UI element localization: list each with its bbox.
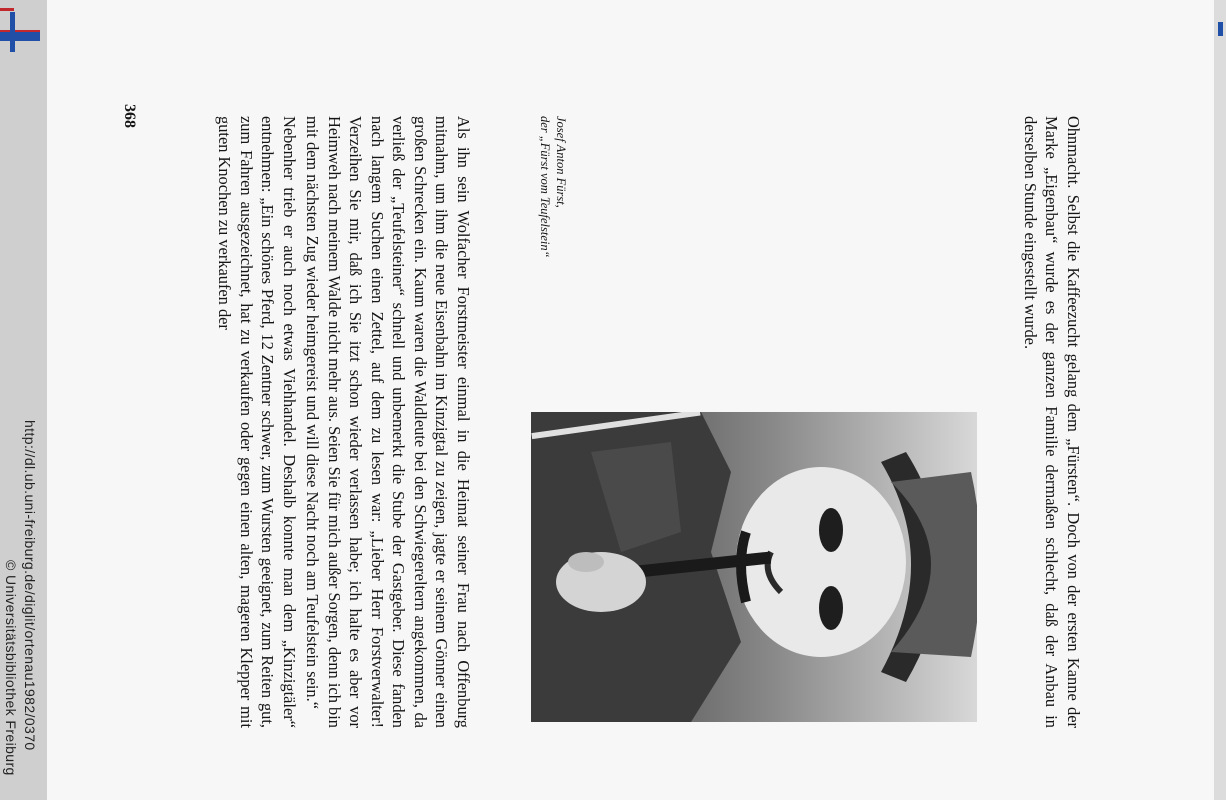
right-margin — [1214, 0, 1226, 800]
scanned-page — [47, 0, 1214, 800]
top-paragraph: Ohnmacht. Selbst die Kaffeezucht gelang dem „Fürsten“. Doch von der ersten Kanne der Marke „Eigenbau“ wurde es der ganzen Familie dermaßen schlecht, daß der Anbau in derselben Stunde eingestellt wurde. — [1021, 116, 1083, 728]
paragraph-1: Als ihn sein Wolfacher Forstmeister einmal in die Heimat seiner Frau nach Offenburg mitnahm, um ihm die neue Eisenbahn im Kinzigtal zu zeigen, jagte er seinem Gönner einen großen Schrecken ein. Kaum waren die Waldleute bei den Schwiegereltern angekommen, da verließ der „Teufelsteiner“ schnell und unbemerkt die Stube der Gastgeber. Diese fanden nach langem Suchen einen Zettel, auf dem zu lesen war: „Lieber Herr Forstverwalter! Verzeihen Sie mir, daß ich Sie itzt schon wieder verlassen habe; ich halte es aber vor Heimweh nach meinem Walde nicht mehr aus. Seien Sie für mich außer Sorgen, denn ich bin mit dem nächsten Zug wieder heimgereist und will diese Nacht noch am Teufelstein sein.“ — [303, 116, 473, 728]
top-text-block — [1020, 116, 1085, 728]
source-url[interactable]: http://dl.ub.uni-freiburg.de/diglit/ortenau1982/0370 — [22, 420, 38, 751]
portrait-photo — [531, 412, 977, 722]
caption-line-2: der „Fürst vom Teufelstein“ — [538, 116, 553, 258]
paragraph-2: Nebenher trieb er auch noch etwas Viehhandel. Deshalb konnte man dem „Kinzigtäler“ entnehmen: „Ein schönes Pferd, 12 Zentner schwer, zum Wursten geeignet, zum Reiten gut, zum Fahren ausgezeichnet, hat zu verkaufen oder gegen einen alten, mageren Klepper mit guten Knochen zu verkaufen der — [215, 116, 299, 728]
portrait-image — [531, 412, 977, 722]
photo-caption — [537, 116, 568, 316]
bookmark-icon[interactable] — [0, 8, 40, 48]
main-text-block — [214, 116, 474, 728]
page-number: 368 — [121, 104, 138, 128]
copyright-notice: © Universitätsbibliothek Freiburg — [3, 560, 19, 776]
left-margin — [0, 0, 47, 800]
bookmark-edge-icon — [1218, 22, 1223, 36]
caption-line-1: Josef Anton Fürst, — [554, 116, 568, 208]
